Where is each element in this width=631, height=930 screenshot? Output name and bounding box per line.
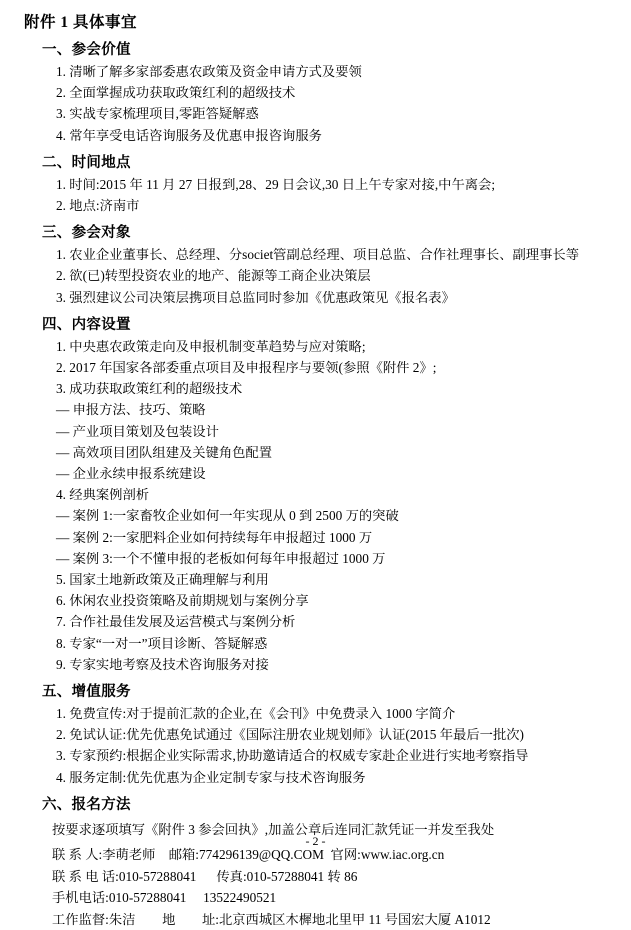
- section-4-line-10: — 案例 2:一家肥料企业如何持续每年申报超过 1000 万: [56, 529, 373, 545]
- contact-block: [24, 844, 613, 930]
- page-title: 附件 1 具体事宜: [24, 14, 138, 31]
- registration-intro: 按要求逐项填写《附件 3 参会回执》,加盖公章后连同汇款凭证一并发至我处: [52, 821, 495, 837]
- section-5-line-1: 1. 免费宣传:对于提前汇款的企业,在《会刊》中免费录入 1000 字简介: [56, 706, 456, 722]
- section-4-line-1: 1. 中央惠农政策走向及申报机制变革趋势与应对策略;: [56, 338, 366, 354]
- section-2-line-1: 1. 时间:2015 年 11 月 27 日报到,28、29 日会议,30 日上午专家对接,中午离会;: [56, 176, 496, 192]
- section-5-line-4: 4. 服务定制:优先优惠为企业定制专家与技术咨询服务: [56, 769, 366, 785]
- section-heading-2: 二、时间地点: [42, 154, 131, 171]
- contact-phone-line: 联 系 电 话:010-57288041 传真:010-57288041 转 86: [52, 868, 358, 884]
- section-4-line-16: 9. 专家实地考察及技术咨询服务对接: [56, 656, 269, 672]
- section-4-line-6: — 高效项目团队组建及关键角色配置: [56, 444, 273, 460]
- page-number: - 2 -: [305, 834, 326, 848]
- section-4-line-9: — 案例 1:一家畜牧企业如何一年实现从 0 到 2500 万的突破: [56, 508, 399, 524]
- section-4-line-12: 5. 国家土地新政策及正确理解与利用: [56, 572, 269, 588]
- section-4-line-11: — 案例 3:一个不懂申报的老板如何每年申报超过 1000 万: [56, 550, 386, 566]
- section-4-line-14: 7. 合作社最佳发展及运营模式与案例分析: [56, 614, 296, 630]
- contact-mobile-line: 手机电话:010-57288041 13522490521: [52, 890, 277, 906]
- section-4-line-15: 8. 专家“一对一”项目诊断、答疑解惑: [56, 635, 268, 651]
- section-4-line-2: 2. 2017 年国家各部委重点项目及申报程序与要领(参照《附件 2》;: [56, 360, 437, 376]
- section-4-line-13: 6. 休闲农业投资策略及前期规划与案例分享: [56, 593, 309, 609]
- section-heading-4: 四、内容设置: [42, 316, 131, 333]
- section-5-line-2: 2. 免试认证:优先优惠免试通过《国际注册农业规划师》认证(2015 年最后一批次): [56, 727, 524, 743]
- section-heading-3: 三、参会对象: [42, 225, 131, 242]
- section-4-line-8: 4. 经典案例剖析: [56, 487, 150, 503]
- section-3-line-3: 3. 强烈建议公司决策层携项目总监同时参加《优惠政策见《报名表》: [56, 289, 455, 305]
- section-2-line-2: 2. 地点:济南市: [56, 198, 140, 214]
- section-heading-6: 六、报名方法: [42, 796, 131, 813]
- section-heading-5: 五、增值服务: [42, 684, 131, 701]
- section-1-line-4: 4. 常年享受电话咨询服务及优惠申报咨询服务: [56, 127, 322, 143]
- section-1-line-1: 1. 清晰了解多家部委惠农政策及资金申请方式及要领: [56, 64, 362, 79]
- section-4-line-7: — 企业永续申报系统建设: [56, 466, 206, 482]
- section-3-line-2: 2. 欲(已)转型投资农业的地产、能源等工商企业决策层: [56, 268, 371, 284]
- section-4-line-4: — 申报方法、技巧、策略: [56, 402, 206, 418]
- section-4-line-5: — 产业项目策划及包装设计: [56, 423, 219, 439]
- contact-address-line: 工作监督:朱洁 地 址:北京西城区木樨地北里甲 11 号国宏大厦 A1012: [52, 911, 491, 927]
- section-1-line-3: 3. 实战专家梳理项目,零距答疑解惑: [56, 106, 259, 122]
- section-1-line-2: 2. 全面掌握成功获取政策红利的超级技术: [56, 85, 296, 101]
- section-heading-1: 一、参会价值: [42, 42, 131, 58]
- contact-person-line: 联 系 人:李萌老师 邮箱:774296139@QQ.COM 官网:www.iac.org.cn: [52, 847, 445, 863]
- section-3-line-1: 1. 农业企业董事长、总经理、分societ管副总经理、项目总监、合作社理事长、副理事长等: [56, 247, 579, 263]
- section-4-line-3: 3. 成功获取政策红利的超级技术: [56, 381, 243, 397]
- section-5-line-3: 3. 专家预约:根据企业实际需求,协助邀请适合的权威专家赴企业进行实地考察指导: [56, 748, 529, 764]
